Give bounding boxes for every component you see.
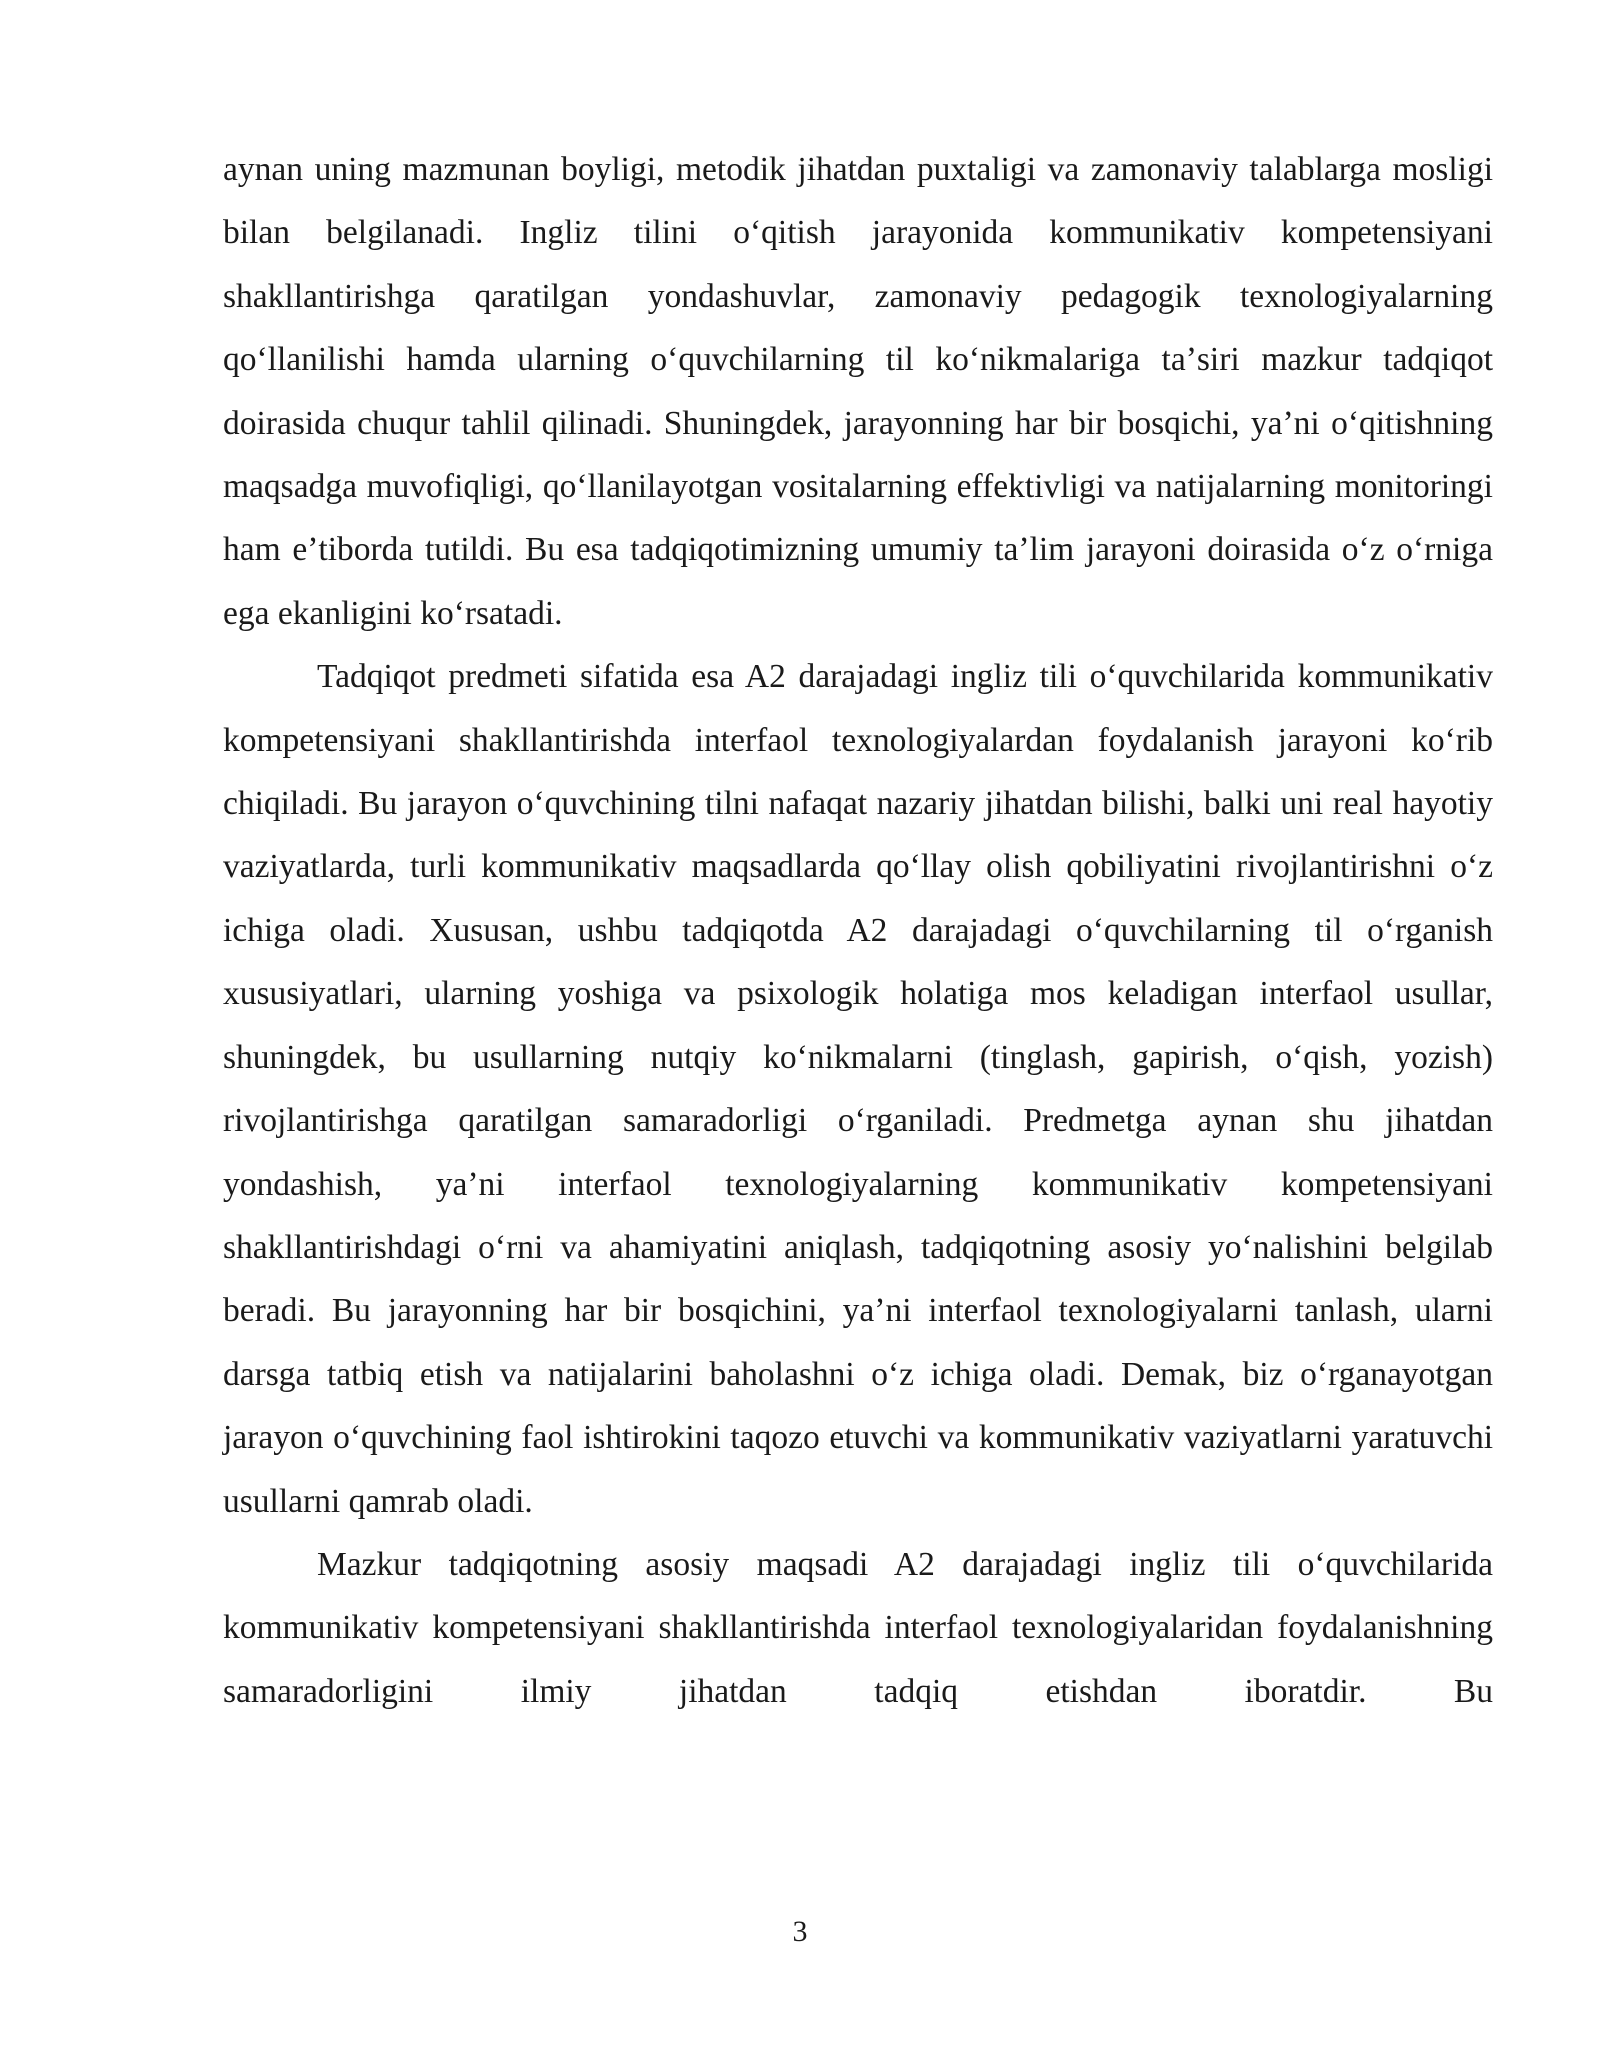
paragraph-continuation: aynan uning mazmunan boyligi, metodik jihatdan puxtaligi va zamonaviy talablarga mosligi bilan belgilanadi. Ingliz tilini oʻqitish jarayonida kommunikativ kompetensiyani shakllantirishga qaratilgan yondashuvlar, zamonaviy pedagogik texnologiyalarning qoʻllanilishi hamda ularning oʻquvchilarning til koʻnikmalariga taʼsiri mazkur tadqiqot doirasida chuqur tahlil qilinadi. Shuningdek, jarayonning har bir bosqichi, yaʼni oʻqitishning maqsadga muvofiqligi, qoʻllanilayotgan vositalarning effektivligi va natijalarning monitoringi ham eʼtiborda tutildi. Bu esa tadqiqotimizning umumiy taʼlim jarayoni doirasida oʻz oʻrniga ega ekanligini koʻrsatadi. [223,151,1493,632]
paragraph-research-goal: Mazkur tadqiqotning asosiy maqsadi A2 darajadagi ingliz tili oʻquvchilarida kommunikativ kompetensiyani shakllantirishda interfaol texnologiyalaridan foydalanishning samaradorligini ilmiy jihatdan tadqiq etishdan iboratdir. Bu [223,1545,1493,1710]
page-number: 3 [792,1915,808,1948]
paragraph-research-subject: Tadqiqot predmeti sifatida esa A2 darajadagi ingliz tili oʻquvchilarida kommunikativ kompetensiyani shakllantirishda interfaol texnologiyalardan foydalanish jarayoni koʻrib chiqiladi. Bu jarayon oʻquvchining tilni nafaqat nazariy jihatdan bilishi, balki uni real hayotiy vaziyatlarda, turli kommunikativ maqsadlarda qoʻllay olish qobiliyatini rivojlantirishni oʻz ichiga oladi. Xususan, ushbu tadqiqotda A2 darajadagi oʻquvchilarning til oʻrganish xususiyatlari, ularning yoshiga va psixologik holatiga mos keladigan interfaol usullar, shuningdek, bu usullarning nutqiy koʻnikmalarni (tinglash, gapirish, oʻqish, yozish) rivojlantirishga qaratilgan samaradorligi oʻrganiladi. Predmetga aynan shu jihatdan yondashish, yaʼni interfaol texnologiyalarning kommunikativ kompetensiyani shakllantirishdagi oʻrni va ahamiyatini aniqlash, tadqiqotning asosiy yoʻnalishini belgilab beradi. Bu jarayonning har bir bosqichini, yaʼni interfaol texnologiyalarni tanlash, ularni darsga tatbiq etish va natijalarini baholashni oʻz ichiga oladi. Demak, biz oʻrganayotgan jarayon oʻquvchining faol ishtirokini taqozo etuvchi va kommunikativ vaziyatlarni yaratuvchi usullarni qamrab oladi. [223,658,1493,1520]
body-text [223,138,1493,1723]
